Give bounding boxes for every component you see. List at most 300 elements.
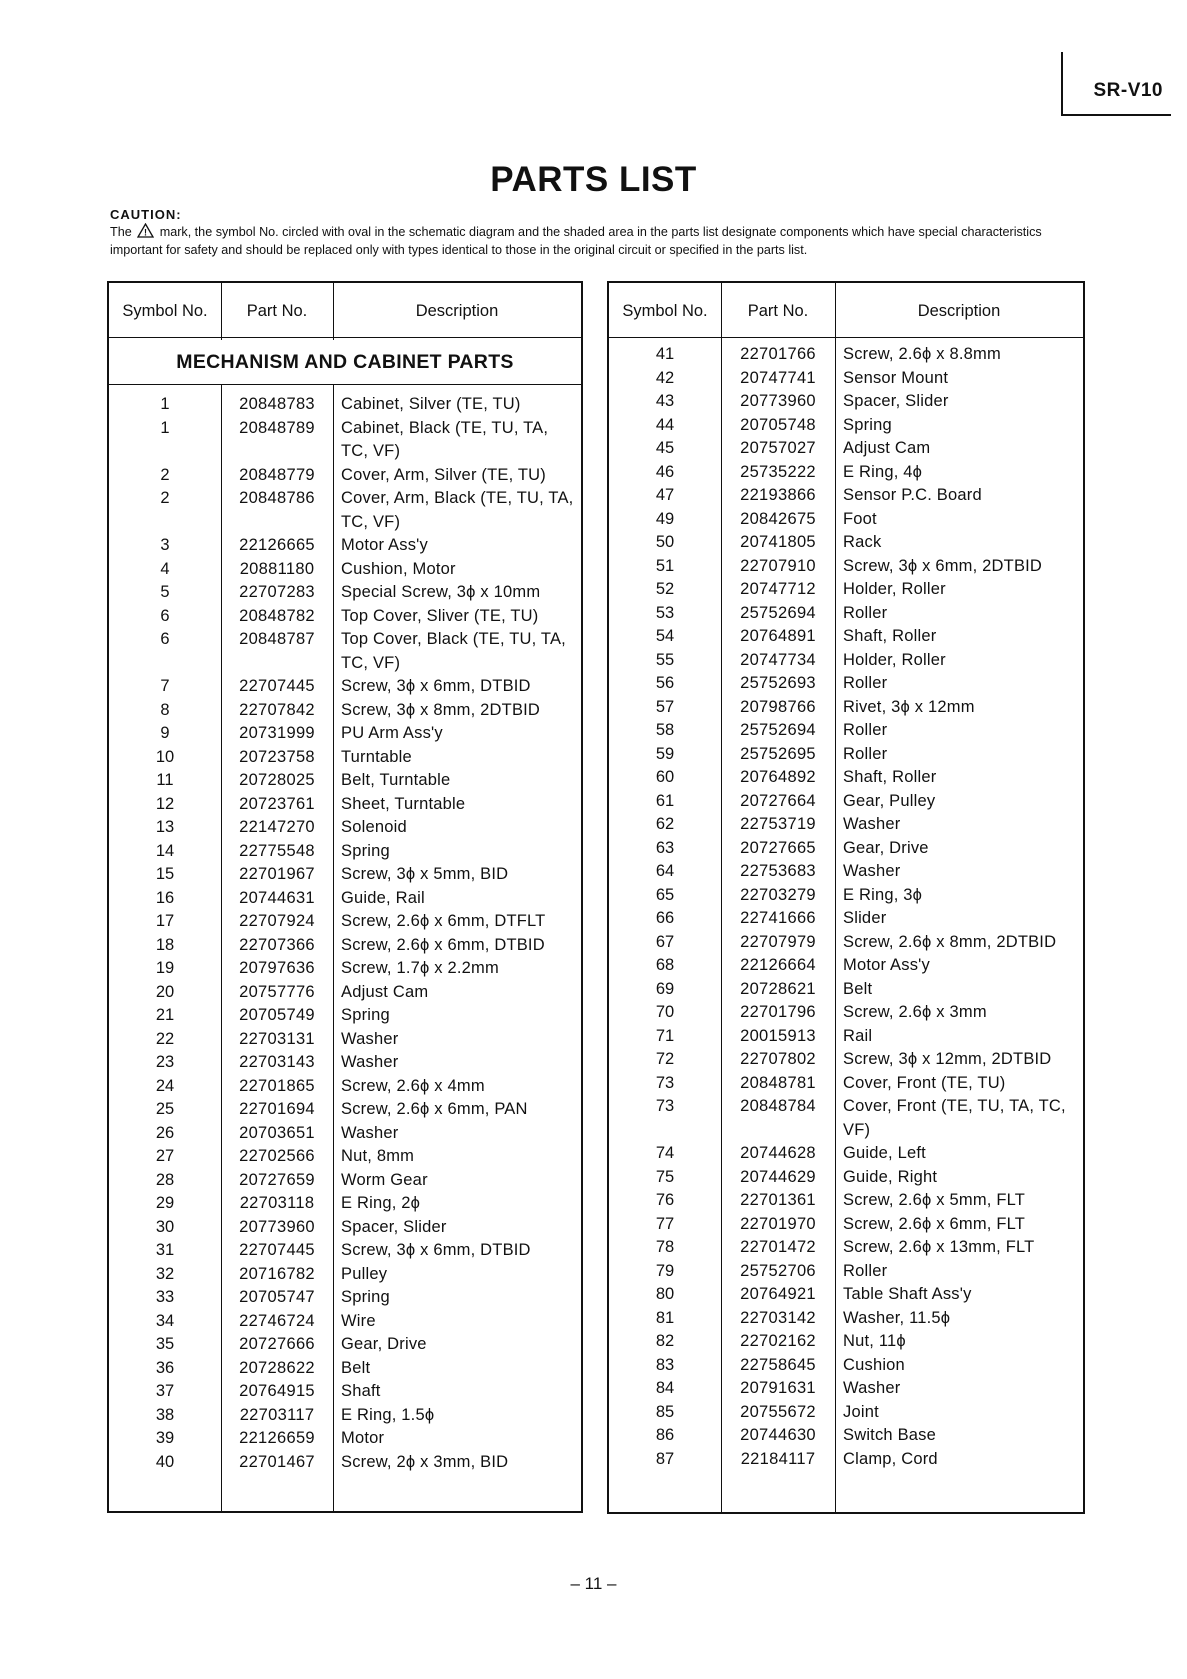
- header-description: Description: [415, 302, 499, 320]
- symbol-no-cell: 86: [655, 1426, 675, 1444]
- description-cell: Motor: [341, 1429, 385, 1447]
- section-heading: MECHANISM AND CABINET PARTS: [109, 340, 581, 384]
- part-no-cell: 22126665: [239, 536, 315, 554]
- part-no-cell: 20728025: [239, 771, 315, 789]
- table-row: [109, 417, 581, 464]
- description-cell: Gear, Pulley: [843, 791, 936, 810]
- parts-rows-left: [109, 393, 581, 1474]
- table-row: [109, 1098, 581, 1122]
- part-no-cell: 22701694: [239, 1100, 315, 1118]
- symbol-no-cell: 19: [155, 959, 175, 977]
- part-no-cell: 20848781: [740, 1073, 816, 1092]
- table-row: [609, 790, 1083, 814]
- header-symbol-no: Symbol No.: [622, 302, 708, 320]
- part-no-cell: 20848789: [239, 418, 315, 437]
- description-cell: Belt: [341, 1358, 371, 1377]
- description-cell: Washer: [341, 1029, 399, 1048]
- symbol-no-cell: 82: [655, 1332, 675, 1350]
- description-cell: Guide, Right: [843, 1167, 938, 1186]
- description-cell: Spring: [341, 1288, 390, 1306]
- table-row: [609, 1283, 1083, 1307]
- part-no-cell: 22193866: [740, 486, 816, 504]
- table-row: [109, 1357, 581, 1381]
- table-row: [609, 508, 1083, 532]
- description-cell: Screw, 2.6ϕ x 6mm, DTBID: [341, 935, 545, 954]
- description-cell: Foot: [843, 509, 877, 528]
- part-no-cell: 20848786: [239, 489, 315, 507]
- part-no-cell: 22147270: [239, 818, 315, 836]
- symbol-no-cell: 28: [155, 1170, 175, 1189]
- description-cell: Spring: [341, 841, 390, 860]
- part-no-cell: 20791631: [740, 1379, 816, 1397]
- part-no-cell: 20744629: [740, 1167, 816, 1186]
- part-no-cell: 22758645: [740, 1355, 816, 1374]
- table-row: [109, 887, 581, 911]
- part-no-cell: 22707842: [239, 700, 315, 719]
- part-no-cell: 20848787: [239, 630, 315, 648]
- description-cell: Slider: [843, 909, 887, 927]
- description-cell: Rivet, 3ϕ x 12mm: [843, 697, 975, 716]
- symbol-no-cell: 17: [155, 912, 175, 930]
- part-no-cell: 25752693: [740, 674, 816, 692]
- symbol-no-cell: 15: [155, 865, 175, 883]
- part-no-cell: 22701970: [740, 1214, 816, 1233]
- part-no-cell: 22701472: [740, 1238, 816, 1256]
- table-row: [109, 910, 581, 934]
- symbol-no-cell: 68: [655, 956, 675, 974]
- part-no-cell: 20747712: [740, 580, 816, 598]
- part-no-cell: 20773960: [239, 1217, 315, 1236]
- symbol-no-cell: 18: [155, 935, 175, 954]
- part-no-cell: 20727664: [740, 791, 816, 810]
- description-cell: Cover, Arm, Black (TE, TU, TA, TC, VF): [341, 489, 574, 531]
- symbol-no-cell: 32: [155, 1264, 175, 1283]
- table-row: [609, 696, 1083, 720]
- table-row: [609, 1401, 1083, 1425]
- description-cell: Special Screw, 3ϕ x 10mm: [341, 583, 541, 601]
- part-no-cell: 25752694: [740, 721, 816, 739]
- part-no-cell: 20728622: [239, 1358, 315, 1377]
- table-row: [109, 675, 581, 699]
- table-row: [109, 699, 581, 723]
- table-row: [109, 1216, 581, 1240]
- caution-heading: CAUTION:: [110, 207, 182, 222]
- table-row: [609, 1260, 1083, 1284]
- part-no-cell: 20728621: [740, 979, 816, 998]
- table-row: [109, 722, 581, 746]
- table-row: [609, 1048, 1083, 1072]
- symbol-no-cell: 54: [655, 627, 675, 645]
- description-cell: Washer: [843, 862, 901, 880]
- symbol-no-cell: 53: [655, 603, 675, 622]
- description-cell: Holder, Roller: [843, 580, 946, 598]
- symbol-no-cell: 50: [655, 533, 675, 551]
- symbol-no-cell: 84: [655, 1379, 675, 1397]
- part-no-cell: 22707366: [239, 935, 315, 954]
- symbol-no-cell: 47: [655, 486, 675, 504]
- table-row: [609, 625, 1083, 649]
- part-no-cell: 20881180: [239, 559, 315, 578]
- part-no-cell: 20723758: [239, 747, 315, 766]
- symbol-no-cell: 44: [655, 415, 675, 434]
- symbol-no-cell: 51: [655, 556, 675, 575]
- table-row: [609, 531, 1083, 555]
- symbol-no-cell: 26: [155, 1123, 175, 1142]
- table-row: [109, 534, 581, 558]
- symbol-no-cell: 30: [155, 1217, 175, 1236]
- description-cell: Table Shaft Ass'y: [843, 1285, 972, 1303]
- part-no-cell: 20798766: [740, 697, 816, 716]
- description-cell: Roller: [843, 1261, 888, 1280]
- part-no-cell: 20848784: [740, 1097, 816, 1115]
- table-row: [109, 393, 581, 417]
- symbol-no-cell: 3: [160, 536, 170, 554]
- table-row: [609, 649, 1083, 673]
- caution-body: [110, 223, 1085, 259]
- symbol-no-cell: 58: [655, 721, 675, 739]
- part-no-cell: 20747741: [740, 368, 816, 387]
- symbol-no-cell: 80: [655, 1285, 675, 1303]
- table-row: [609, 578, 1083, 602]
- symbol-no-cell: 77: [655, 1214, 675, 1233]
- symbol-no-cell: 37: [155, 1382, 175, 1400]
- header-divider: [109, 337, 581, 338]
- description-cell: Nut, 8mm: [341, 1147, 415, 1165]
- symbol-no-cell: 69: [655, 979, 675, 998]
- table-row: [109, 793, 581, 817]
- description-cell: Rack: [843, 533, 882, 551]
- part-no-cell: 20705747: [239, 1288, 315, 1306]
- symbol-no-cell: 11: [156, 771, 174, 789]
- table-row: [109, 1028, 581, 1052]
- part-no-cell: 22746724: [239, 1311, 315, 1330]
- table-row: [609, 1448, 1083, 1472]
- description-cell: Washer, 11.5ϕ: [843, 1308, 951, 1327]
- caution-text-start: The: [110, 224, 132, 239]
- part-no-cell: 22707283: [239, 583, 315, 601]
- symbol-no-cell: 78: [655, 1238, 675, 1256]
- symbol-no-cell: 2: [160, 489, 170, 507]
- section-divider: [109, 384, 581, 385]
- table-row: [109, 628, 581, 675]
- description-cell: Pulley: [341, 1264, 388, 1283]
- description-cell: Belt, Turntable: [341, 771, 451, 789]
- table-row: [109, 605, 581, 629]
- symbol-no-cell: 33: [155, 1288, 175, 1306]
- description-cell: Spacer, Slider: [341, 1217, 447, 1236]
- table-row: [609, 907, 1083, 931]
- symbol-no-cell: 23: [155, 1053, 175, 1071]
- table-row: [109, 1239, 581, 1263]
- symbol-no-cell: 20: [155, 982, 175, 1001]
- description-cell: Cushion: [843, 1355, 905, 1374]
- part-no-cell: 22702162: [740, 1332, 816, 1350]
- symbol-no-cell: 75: [655, 1167, 675, 1186]
- description-cell: Wire: [341, 1311, 376, 1330]
- model-header-box: [1061, 52, 1171, 116]
- part-no-cell: 20842675: [740, 509, 816, 528]
- description-cell: PU Arm Ass'y: [341, 724, 443, 742]
- symbol-no-cell: 71: [655, 1026, 675, 1045]
- table-row: [609, 484, 1083, 508]
- symbol-no-cell: 46: [655, 462, 675, 481]
- caution-note: [110, 207, 1085, 258]
- description-cell: Sensor P.C. Board: [843, 486, 982, 504]
- table-row: [109, 1427, 581, 1451]
- description-cell: Sensor Mount: [843, 368, 949, 387]
- description-cell: Cover, Arm, Silver (TE, TU): [341, 465, 546, 484]
- part-no-cell: 22701967: [239, 865, 315, 883]
- description-cell: Screw, 1.7ϕ x 2.2mm: [341, 959, 499, 977]
- part-no-cell: 20797636: [239, 959, 315, 977]
- part-no-cell: 20716782: [239, 1264, 315, 1283]
- part-no-cell: 25752695: [740, 744, 816, 763]
- table-row: [609, 1166, 1083, 1190]
- part-no-cell: 22126664: [740, 956, 816, 974]
- table-row: [109, 1333, 581, 1357]
- table-row: [109, 1404, 581, 1428]
- symbol-no-cell: 5: [160, 583, 170, 601]
- description-cell: Screw, 2.6ϕ x 4mm: [341, 1076, 485, 1095]
- table-row: [109, 558, 581, 582]
- description-cell: Adjust Cam: [341, 982, 429, 1001]
- description-cell: Solenoid: [341, 818, 407, 836]
- part-no-cell: 20731999: [239, 724, 315, 742]
- symbol-no-cell: 10: [155, 747, 175, 766]
- table-row: [609, 884, 1083, 908]
- description-cell: Screw, 2.6ϕ x 5mm, FLT: [843, 1191, 1026, 1209]
- description-cell: Screw, 2.6ϕ x 6mm, FLT: [843, 1214, 1026, 1233]
- description-cell: Screw, 2.6ϕ x 8mm, 2DTBID: [843, 932, 1057, 951]
- symbol-no-cell: 8: [160, 700, 170, 719]
- description-cell: Guide, Rail: [341, 888, 425, 907]
- description-cell: Screw, 3ϕ x 6mm, 2DTBID: [843, 556, 1043, 575]
- part-no-cell: 20705748: [740, 415, 816, 434]
- symbol-no-cell: 85: [655, 1402, 675, 1421]
- header-description: Description: [917, 302, 1001, 320]
- part-no-cell: 22707979: [740, 932, 816, 951]
- symbol-no-cell: 59: [655, 744, 675, 763]
- description-cell: Screw, 3ϕ x 6mm, DTBID: [341, 1241, 531, 1259]
- description-cell: Screw, 2.6ϕ x 6mm, PAN: [341, 1100, 528, 1118]
- table-row: [109, 934, 581, 958]
- symbol-no-cell: 81: [655, 1308, 675, 1327]
- symbol-no-cell: 67: [655, 932, 675, 951]
- description-cell: Spacer, Slider: [843, 392, 949, 410]
- part-no-cell: 22703117: [239, 1405, 315, 1424]
- symbol-no-cell: 12: [155, 794, 175, 813]
- description-cell: Screw, 2.6ϕ x 8.8mm: [843, 345, 1001, 363]
- table-row: [609, 1377, 1083, 1401]
- symbol-no-cell: 39: [155, 1429, 175, 1447]
- table-row: [109, 487, 581, 534]
- symbol-no-cell: 7: [160, 677, 170, 695]
- header-divider: [609, 337, 1083, 338]
- table-row: [109, 1004, 581, 1028]
- part-no-cell: 22707924: [239, 912, 315, 930]
- table-row: [609, 1189, 1083, 1213]
- description-cell: Top Cover, Black (TE, TU, TA, TC, VF): [341, 630, 566, 672]
- part-no-cell: 20727665: [740, 838, 816, 857]
- table-row: [109, 1263, 581, 1287]
- symbol-no-cell: 64: [655, 862, 675, 880]
- table-row: [609, 931, 1083, 955]
- description-cell: Worm Gear: [341, 1170, 428, 1189]
- symbol-no-cell: 55: [655, 650, 675, 669]
- symbol-no-cell: 56: [655, 674, 675, 692]
- symbol-no-cell: 60: [655, 768, 675, 786]
- symbol-no-cell: 6: [160, 606, 170, 625]
- part-no-cell: 20848783: [239, 395, 315, 413]
- table-row: [609, 1330, 1083, 1354]
- symbol-no-cell: 72: [655, 1050, 675, 1068]
- header-symbol-no: Symbol No.: [122, 302, 208, 320]
- description-cell: Cover, Front (TE, TU): [843, 1073, 1006, 1092]
- table-row: [609, 1025, 1083, 1049]
- table-row: [109, 1310, 581, 1334]
- table-row: [109, 1380, 581, 1404]
- warning-triangle-icon: [137, 223, 154, 243]
- symbol-no-cell: 4: [160, 559, 170, 578]
- table-row: [609, 367, 1083, 391]
- symbol-no-cell: 9: [160, 724, 170, 742]
- symbol-no-cell: 65: [655, 885, 675, 904]
- symbol-no-cell: 29: [155, 1194, 175, 1212]
- part-no-cell: 20727659: [239, 1170, 315, 1189]
- symbol-no-cell: 1: [160, 395, 170, 413]
- table-row: [609, 602, 1083, 626]
- table-row: [609, 461, 1083, 485]
- table-row: [609, 1307, 1083, 1331]
- description-cell: Screw, 2.6ϕ x 13mm, FLT: [843, 1238, 1035, 1256]
- part-no-cell: 20764921: [740, 1285, 816, 1303]
- part-no-cell: 22701361: [740, 1191, 816, 1209]
- table-row: [109, 840, 581, 864]
- description-cell: E Ring, 4ϕ: [843, 462, 923, 481]
- description-cell: Shaft, Roller: [843, 627, 937, 645]
- part-no-cell: 20757027: [740, 439, 816, 457]
- table-row: [609, 719, 1083, 743]
- description-cell: Roller: [843, 674, 888, 692]
- symbol-no-cell: 79: [655, 1261, 675, 1280]
- header-part-no: Part No.: [246, 302, 308, 320]
- part-no-cell: 22703118: [239, 1194, 315, 1212]
- table-row: [109, 769, 581, 793]
- symbol-no-cell: 31: [155, 1241, 175, 1259]
- table-row: [609, 837, 1083, 861]
- table-row: [609, 743, 1083, 767]
- description-cell: Washer: [341, 1123, 399, 1142]
- part-no-cell: 20723761: [239, 794, 315, 813]
- parts-rows-right: [609, 343, 1083, 1471]
- description-cell: Washer: [341, 1053, 399, 1071]
- part-no-cell: 20703651: [239, 1123, 315, 1142]
- description-cell: Top Cover, Sliver (TE, TU): [341, 606, 539, 625]
- description-cell: Screw, 2.6ϕ x 6mm, DTFLT: [341, 912, 546, 930]
- page-number: – 11 –: [570, 1574, 617, 1593]
- table-row: [109, 1451, 581, 1475]
- part-no-cell: 20744630: [740, 1426, 816, 1444]
- table-row: [609, 1213, 1083, 1237]
- part-no-cell: 22707445: [239, 677, 315, 695]
- symbol-no-cell: 14: [155, 841, 175, 860]
- description-cell: Cabinet, Black (TE, TU, TA, TC, VF): [341, 418, 549, 460]
- table-row: [109, 464, 581, 488]
- description-cell: Roller: [843, 721, 888, 739]
- description-cell: Belt: [843, 979, 873, 998]
- description-cell: Spring: [341, 1006, 390, 1024]
- table-row: [609, 672, 1083, 696]
- part-no-cell: 22703131: [239, 1029, 315, 1048]
- symbol-no-cell: 38: [155, 1405, 175, 1424]
- description-cell: Rail: [843, 1026, 873, 1045]
- part-no-cell: 22126659: [239, 1429, 315, 1447]
- part-no-cell: 25752706: [740, 1261, 816, 1280]
- table-row: [609, 414, 1083, 438]
- description-cell: Spring: [843, 415, 892, 434]
- part-no-cell: 22741666: [740, 909, 816, 927]
- part-no-cell: 20757776: [239, 982, 315, 1001]
- parts-table-left: [107, 281, 583, 1513]
- table-row: [109, 981, 581, 1005]
- description-cell: Shaft: [341, 1382, 381, 1400]
- description-cell: Guide, Left: [843, 1144, 926, 1162]
- part-no-cell: 20848779: [239, 465, 315, 484]
- table-row: [109, 957, 581, 981]
- description-cell: E Ring, 1.5ϕ: [341, 1405, 435, 1424]
- table-row: [109, 1192, 581, 1216]
- symbol-no-cell: 76: [655, 1191, 675, 1209]
- symbol-no-cell: 52: [655, 580, 675, 598]
- part-no-cell: 22753719: [740, 815, 816, 833]
- table-row: [609, 813, 1083, 837]
- part-no-cell: 20727666: [239, 1335, 315, 1353]
- symbol-no-cell: 42: [655, 368, 675, 387]
- part-no-cell: 22701796: [740, 1003, 816, 1021]
- table-row: [109, 816, 581, 840]
- description-cell: Gear, Drive: [843, 838, 929, 857]
- table-row: [609, 390, 1083, 414]
- page-title: PARTS LIST: [490, 160, 697, 199]
- description-cell: Washer: [843, 1379, 901, 1397]
- description-cell: Cover, Front (TE, TU, TA, TC, VF): [843, 1097, 1066, 1139]
- description-cell: Turntable: [341, 747, 412, 766]
- part-no-cell: 22701467: [239, 1452, 315, 1471]
- description-cell: Screw, 2ϕ x 3mm, BID: [341, 1452, 509, 1471]
- part-no-cell: 22703279: [740, 885, 816, 904]
- table-row: [609, 343, 1083, 367]
- part-no-cell: 25735222: [740, 462, 816, 481]
- part-no-cell: 22707445: [239, 1241, 315, 1259]
- description-cell: Gear, Drive: [341, 1335, 427, 1353]
- table-row: [609, 555, 1083, 579]
- symbol-no-cell: 34: [155, 1311, 175, 1330]
- part-no-cell: 20755672: [740, 1402, 816, 1421]
- description-cell: Switch Base: [843, 1426, 936, 1444]
- part-no-cell: 20705749: [239, 1006, 315, 1024]
- description-cell: Motor Ass'y: [843, 956, 930, 974]
- table-row: [609, 1236, 1083, 1260]
- symbol-no-cell: 57: [655, 697, 675, 716]
- symbol-no-cell: 25: [155, 1100, 175, 1118]
- table-row: [109, 863, 581, 887]
- description-cell: Washer: [843, 815, 901, 833]
- description-cell: Sheet, Turntable: [341, 794, 466, 813]
- table-row: [609, 978, 1083, 1002]
- part-no-cell: 22703143: [239, 1053, 315, 1071]
- symbol-no-cell: 21: [155, 1006, 175, 1024]
- symbol-no-cell: 27: [155, 1147, 175, 1165]
